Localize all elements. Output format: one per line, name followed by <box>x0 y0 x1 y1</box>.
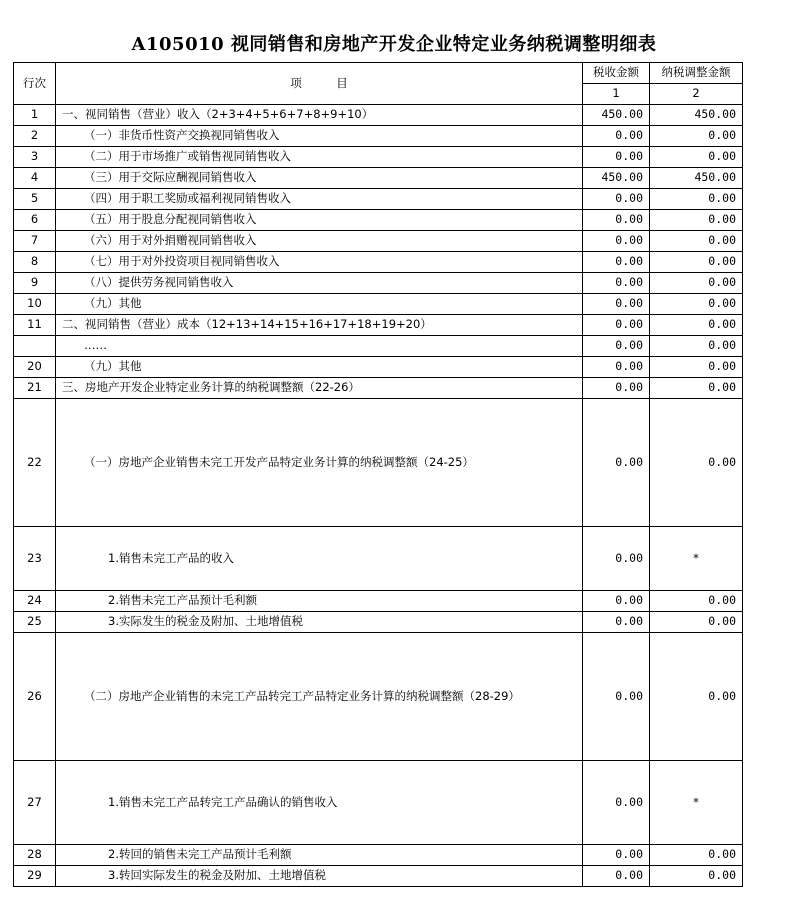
row-number: 11 <box>14 315 56 336</box>
row-number: 10 <box>14 294 56 315</box>
tax-amount-cell: 0.00 <box>583 147 650 168</box>
table-row <box>14 273 743 294</box>
table-row <box>14 189 743 210</box>
table-row <box>14 210 743 231</box>
row-item: （六）用于对外捐赠视同销售收入 <box>56 231 583 252</box>
row-number: 7 <box>14 231 56 252</box>
row-number: 2 <box>14 126 56 147</box>
row-item: （三）用于交际应酬视同销售收入 <box>56 168 583 189</box>
adjust-amount-cell: 0.00 <box>650 845 743 866</box>
adjust-amount-cell: 0.00 <box>650 612 743 633</box>
row-number: 26 <box>14 633 56 761</box>
row-item: 1.销售未完工产品的收入 <box>56 527 583 591</box>
row-item: 2.销售未完工产品预计毛利额 <box>56 591 583 612</box>
row-item: （一）非货币性资产交换视同销售收入 <box>56 126 583 147</box>
table-row <box>14 633 743 761</box>
row-number: 6 <box>14 210 56 231</box>
row-number: 21 <box>14 378 56 399</box>
row-item: 1.销售未完工产品转完工产品确认的销售收入 <box>56 761 583 845</box>
adjust-amount-cell: 0.00 <box>650 210 743 231</box>
adjust-amount-cell: 0.00 <box>650 189 743 210</box>
table-row <box>14 147 743 168</box>
table-row <box>14 845 743 866</box>
row-item: （九）其他 <box>56 357 583 378</box>
adjust-amount-cell: 0.00 <box>650 273 743 294</box>
adjust-amount-cell: 0.00 <box>650 591 743 612</box>
table-row <box>14 336 743 357</box>
row-number: 9 <box>14 273 56 294</box>
row-item: （四）用于职工奖励或福利视同销售收入 <box>56 189 583 210</box>
row-number: 1 <box>14 105 56 126</box>
row-item: （七）用于对外投资项目视同销售收入 <box>56 252 583 273</box>
adjust-amount-cell: 0.00 <box>650 336 743 357</box>
table-row <box>14 252 743 273</box>
tax-amount-cell: 0.00 <box>583 126 650 147</box>
tax-amount-cell: 0.00 <box>583 591 650 612</box>
adjust-amount-cell: 0.00 <box>650 315 743 336</box>
adjust-amount-cell: 0.00 <box>650 378 743 399</box>
table-row <box>14 105 743 126</box>
adjust-amount-cell: 0.00 <box>650 294 743 315</box>
row-item: 3.实际发生的税金及附加、土地增值税 <box>56 612 583 633</box>
row-number: 23 <box>14 527 56 591</box>
tax-amount-cell: 0.00 <box>583 866 650 887</box>
row-item: 三、房地产开发企业特定业务计算的纳税调整额（22-26） <box>56 378 583 399</box>
tax-amount-cell: 0.00 <box>583 761 650 845</box>
row-item: （二）房地产企业销售的未完工产品转完工产品特定业务计算的纳税调整额（28-29） <box>56 633 583 761</box>
table-row <box>14 294 743 315</box>
row-item: 3.转回实际发生的税金及附加、土地增值税 <box>56 866 583 887</box>
tax-amount-cell: 0.00 <box>583 231 650 252</box>
row-item: 一、视同销售（营业）收入（2+3+4+5+6+7+8+9+10） <box>56 105 583 126</box>
tax-amount-cell: 0.00 <box>583 633 650 761</box>
row-item: （五）用于股息分配视同销售收入 <box>56 210 583 231</box>
row-number: 29 <box>14 866 56 887</box>
row-item: （二）用于市场推广或销售视同销售收入 <box>56 147 583 168</box>
table-row <box>14 761 743 845</box>
tax-amount-cell: 0.00 <box>583 210 650 231</box>
row-number: 8 <box>14 252 56 273</box>
table-row <box>14 866 743 887</box>
tax-amount-cell: 0.00 <box>583 189 650 210</box>
adjust-amount-cell: 0.00 <box>650 399 743 527</box>
row-item: （八）提供劳务视同销售收入 <box>56 273 583 294</box>
row-number: 22 <box>14 399 56 527</box>
adjust-amount-cell: 0.00 <box>650 126 743 147</box>
adjust-amount-cell: 0.00 <box>650 252 743 273</box>
tax-amount-cell: 0.00 <box>583 357 650 378</box>
adjust-amount-cell: 0.00 <box>650 357 743 378</box>
table-row <box>14 399 743 527</box>
tax-amount-cell: 0.00 <box>583 252 650 273</box>
table-row <box>14 591 743 612</box>
adjust-amount-cell: 0.00 <box>650 633 743 761</box>
tax-amount-cell: 0.00 <box>583 294 650 315</box>
adjust-amount-cell: 450.00 <box>650 105 743 126</box>
tax-amount-cell: 0.00 <box>583 273 650 294</box>
header-tax-amount: 税收金额 <box>583 63 650 84</box>
table-row <box>14 315 743 336</box>
row-number: 24 <box>14 591 56 612</box>
row-number: 25 <box>14 612 56 633</box>
header-col1-index: 1 <box>583 84 650 105</box>
adjust-amount-cell: 0.00 <box>650 147 743 168</box>
row-number: 3 <box>14 147 56 168</box>
row-item: （一）房地产企业销售未完工开发产品特定业务计算的纳税调整额（24-25） <box>56 399 583 527</box>
tax-amount-cell: 0.00 <box>583 527 650 591</box>
tax-amount-cell: 0.00 <box>583 378 650 399</box>
table-row <box>14 231 743 252</box>
row-item: 二、视同销售（营业）成本（12+13+14+15+16+17+18+19+20） <box>56 315 583 336</box>
header-adjust-amount: 纳税调整金额 <box>650 63 743 84</box>
header-col2-index: 2 <box>650 84 743 105</box>
table-row <box>14 527 743 591</box>
table-row <box>14 126 743 147</box>
table-row <box>14 168 743 189</box>
row-item: …… <box>56 336 583 357</box>
tax-amount-cell: 0.00 <box>583 399 650 527</box>
row-number: 4 <box>14 168 56 189</box>
row-number: 20 <box>14 357 56 378</box>
row-item: （九）其他 <box>56 294 583 315</box>
row-number: 5 <box>14 189 56 210</box>
tax-amount-cell: 0.00 <box>583 612 650 633</box>
tax-amount-cell: 450.00 <box>583 168 650 189</box>
row-number: 28 <box>14 845 56 866</box>
row-number: 27 <box>14 761 56 845</box>
adjust-amount-cell: 0.00 <box>650 866 743 887</box>
page-title: A105010 视同销售和房地产开发企业特定业务纳税调整明细表 <box>131 34 657 55</box>
row-item: 2.转回的销售未完工产品预计毛利额 <box>56 845 583 866</box>
tax-amount-cell: 450.00 <box>583 105 650 126</box>
header-item: 项 目 <box>56 63 583 105</box>
tax-amount-cell: 0.00 <box>583 845 650 866</box>
header-row-no: 行次 <box>14 63 56 105</box>
adjust-amount-cell: * <box>650 527 743 591</box>
tax-adjustment-table <box>13 62 743 887</box>
tax-amount-cell: 0.00 <box>583 336 650 357</box>
adjust-amount-cell: * <box>650 761 743 845</box>
adjust-amount-cell: 450.00 <box>650 168 743 189</box>
row-number <box>14 336 56 357</box>
tax-amount-cell: 0.00 <box>583 315 650 336</box>
table-row <box>14 378 743 399</box>
table-row <box>14 357 743 378</box>
table-row <box>14 612 743 633</box>
adjust-amount-cell: 0.00 <box>650 231 743 252</box>
